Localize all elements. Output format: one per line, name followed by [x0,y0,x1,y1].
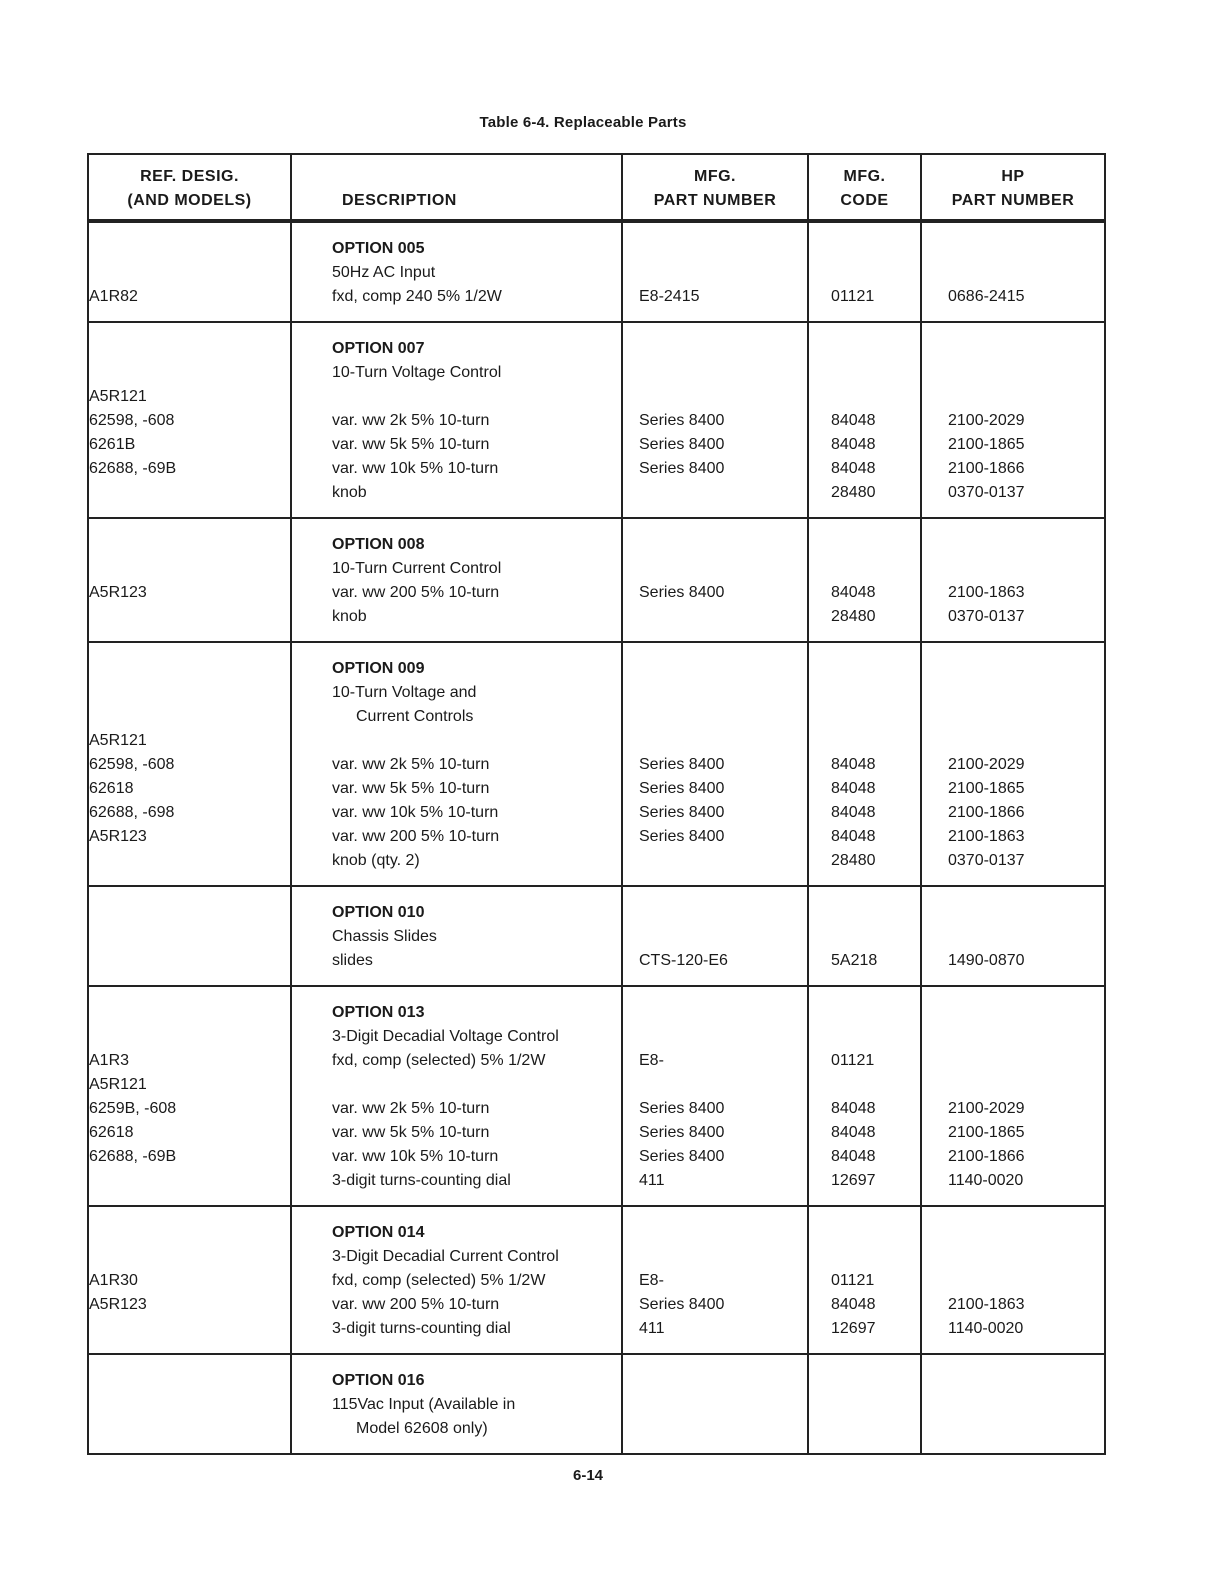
mfg-code-text [809,385,920,409]
mfg-code-text: 84048 [831,412,876,429]
mfg-code-text: 01121 [831,288,875,305]
mfg-code-text [809,729,920,753]
ref-desig-text: 6261B [89,436,136,453]
option-section-row [88,221,1105,322]
mfg-part-number-cell [622,1206,808,1354]
hp-part-number-text: 2100-1863 [948,1296,1025,1313]
ref-desig-text: A5R123 [89,828,147,845]
description-text: 50Hz AC Input [332,264,436,281]
mfg-part-number-text: 411 [639,1172,665,1189]
header-hp-part-line-2: PART NUMBER [951,192,1075,209]
hp-part-number-text: 2100-1863 [948,828,1025,845]
description-cell [291,1354,622,1454]
description-text: slides [332,952,373,969]
mfg-code-text [809,261,920,285]
mfg-part-number-cell [622,886,808,986]
description-text: 115Vac Input (Available in [332,1396,516,1413]
mfg-code-text: 84048 [831,804,876,821]
mfg-part-number-text: CTS-120-E6 [639,952,728,969]
mfg-code-text: 84048 [831,436,876,453]
hp-part-number-text [922,1073,1104,1097]
ref-desig-text: 62618 [89,1124,134,1141]
mfg-code-text [809,1245,920,1269]
hp-part-number-cell [921,221,1105,322]
header-mfg-part-line-2: PART NUMBER [653,192,777,209]
hp-part-number-text: 2100-2029 [948,1100,1025,1117]
mfg-part-number-text [623,605,807,629]
mfg-code-cell [808,322,921,518]
ref-desig-text: A5R123 [89,1296,147,1313]
page-number: 6-14 [572,1467,604,1484]
mfg-code-text: 84048 [831,1124,876,1141]
mfg-part-number-text [623,261,807,285]
description-text: var. ww 5k 5% 10-turn [332,780,490,797]
mfg-code-text: 5A218 [831,952,878,969]
ref-desig-text [89,1221,290,1245]
mfg-part-number-text: Series 8400 [639,780,725,797]
ref-desig-text: A1R30 [89,1272,138,1289]
hp-part-number-text [922,1393,1104,1417]
hp-part-number-text: 2100-1863 [948,584,1025,601]
hp-part-number-text: 2100-2029 [948,756,1025,773]
mfg-part-number-text [623,557,807,581]
ref-desig-text: A1R3 [89,1052,130,1069]
description-cell [291,221,622,322]
hp-part-number-text: 2100-1866 [948,460,1025,477]
ref-desig-cell [88,221,291,322]
ref-desig-text [89,237,290,261]
hp-part-number-text [922,925,1104,949]
hp-part-number-text [922,533,1104,557]
mfg-part-number-text: Series 8400 [639,436,725,453]
mfg-code-text [809,681,920,705]
hp-part-number-cell [921,642,1105,886]
option-title: OPTION 010 [332,904,425,921]
option-section-row [88,322,1105,518]
description-cell [291,322,622,518]
description-text: fxd, comp (selected) 5% 1/2W [332,1052,546,1069]
mfg-part-number-text [623,901,807,925]
option-section-row [88,518,1105,642]
ref-desig-text [89,337,290,361]
mfg-part-number-text: Series 8400 [639,1100,725,1117]
mfg-code-text [809,361,920,385]
ref-desig-text: 62598, -608 [89,756,175,773]
ref-desig-text: A1R82 [89,288,138,305]
mfg-code-text [809,557,920,581]
description-text: var. ww 200 5% 10-turn [332,828,500,845]
ref-desig-text: 62688, -69B [89,460,177,477]
description-text: knob (qty. 2) [332,852,420,869]
mfg-code-cell [808,986,921,1206]
hp-part-number-cell [921,886,1105,986]
description-text: 3-Digit Decadial Voltage Control [332,1028,559,1045]
hp-part-number-text [922,1269,1104,1293]
mfg-code-cell [808,1206,921,1354]
option-title: OPTION 014 [332,1224,425,1241]
description-text: 10-Turn Voltage Control [332,364,502,381]
mfg-part-number-text: E8- [639,1052,664,1069]
ref-desig-text: 62688, -698 [89,804,175,821]
mfg-part-number-text [623,533,807,557]
description-cell [291,642,622,886]
description-text: 3-digit turns-counting dial [332,1172,511,1189]
ref-desig-text: A5R121 [89,388,147,405]
ref-desig-text [89,1393,290,1417]
mfg-part-number-text: Series 8400 [639,1296,725,1313]
hp-part-number-text: 2100-1865 [948,1124,1025,1141]
hp-part-number-cell [921,986,1105,1206]
hp-part-number-text: 1140-0020 [948,1172,1024,1189]
ref-desig-text [89,1025,290,1049]
hp-part-number-text [922,1245,1104,1269]
header-mfg-part-number [622,154,808,221]
description-cell [291,518,622,642]
option-section-row [88,1206,1105,1354]
description-text: Current Controls [356,708,474,725]
mfg-part-number-cell [622,642,808,886]
option-section-row [88,642,1105,886]
ref-desig-cell [88,642,291,886]
option-title: OPTION 005 [332,240,425,257]
ref-desig-cell [88,518,291,642]
mfg-part-number-text [623,237,807,261]
ref-desig-text [89,925,290,949]
mfg-code-text [809,657,920,681]
ref-desig-text [89,533,290,557]
hp-part-number-text [922,1369,1104,1393]
mfg-code-text: 01121 [831,1052,875,1069]
ref-desig-cell [88,1206,291,1354]
description-text: knob [332,484,367,501]
description-text: fxd, comp (selected) 5% 1/2W [332,1272,546,1289]
mfg-code-cell [808,642,921,886]
mfg-part-number-text: Series 8400 [639,584,725,601]
description-text: var. ww 200 5% 10-turn [332,1296,500,1313]
mfg-code-text: 84048 [831,584,876,601]
mfg-part-number-text [623,1245,807,1269]
ref-desig-cell [88,322,291,518]
mfg-code-text: 28480 [831,852,876,869]
description-text: Chassis Slides [332,928,437,945]
mfg-part-number-text [623,849,807,873]
ref-desig-text: 62598, -608 [89,412,175,429]
mfg-code-text: 84048 [831,780,876,797]
header-mfg-code-line-2: CODE [840,192,889,209]
mfg-part-number-text: Series 8400 [639,828,725,845]
hp-part-number-text [922,1001,1104,1025]
ref-desig-text: 62618 [89,780,134,797]
mfg-part-number-cell [622,322,808,518]
ref-desig-text [89,361,290,385]
mfg-part-number-text [623,361,807,385]
hp-part-number-text [922,1049,1104,1073]
hp-part-number-text [922,261,1104,285]
description-text: var. ww 10k 5% 10-turn [332,1148,499,1165]
description-text: Model 62608 only) [356,1420,488,1437]
mfg-code-text [809,1025,920,1049]
description-text: var. ww 2k 5% 10-turn [332,1100,490,1117]
ref-desig-text [89,657,290,681]
mfg-code-text [809,337,920,361]
header-ref-line-1: REF. DESIG. [140,168,239,185]
hp-part-number-text: 2100-1866 [948,804,1025,821]
hp-part-number-text [922,337,1104,361]
description-text: var. ww 5k 5% 10-turn [332,1124,490,1141]
mfg-part-number-text [623,729,807,753]
hp-part-number-text [922,901,1104,925]
ref-desig-text [89,949,290,973]
description-text: var. ww 200 5% 10-turn [332,584,500,601]
hp-part-number-text [922,237,1104,261]
mfg-code-text: 12697 [831,1320,876,1337]
mfg-code-text: 12697 [831,1172,876,1189]
header-description-label: DESCRIPTION [342,192,457,209]
mfg-part-number-text [623,385,807,409]
hp-part-number-cell [921,1206,1105,1354]
mfg-code-cell [808,221,921,322]
hp-part-number-text [922,385,1104,409]
mfg-part-number-text: E8-2415 [639,288,700,305]
ref-desig-text [89,1417,290,1441]
table-header [88,154,1105,221]
hp-part-number-text [922,705,1104,729]
mfg-part-number-text [623,481,807,505]
ref-desig-cell [88,886,291,986]
ref-desig-text: A5R121 [89,732,147,749]
mfg-code-text: 84048 [831,828,876,845]
mfg-part-number-text: 411 [639,1320,665,1337]
mfg-code-text [809,1369,920,1393]
header-mfg-part-line-1: MFG. [694,168,736,185]
ref-desig-text: 6259B, -608 [89,1100,177,1117]
hp-part-number-text [922,729,1104,753]
hp-part-number-text [922,657,1104,681]
mfg-code-text [809,901,920,925]
mfg-part-number-cell [622,221,808,322]
mfg-part-number-text [623,657,807,681]
mfg-code-text: 01121 [831,1272,875,1289]
mfg-code-cell [808,886,921,986]
mfg-part-number-text [623,1001,807,1025]
option-title: OPTION 016 [332,1372,425,1389]
ref-desig-text [89,605,290,629]
header-hp-part-number [921,154,1105,221]
mfg-code-text: 28480 [831,608,876,625]
mfg-code-text [809,1417,920,1441]
description-text: var. ww 10k 5% 10-turn [332,460,499,477]
ref-desig-text [89,261,290,285]
ref-desig-text [89,481,290,505]
mfg-code-text: 84048 [831,1148,876,1165]
header-mfg-code-line-1: MFG. [843,168,886,185]
mfg-part-number-cell [622,518,808,642]
option-title: OPTION 009 [332,660,425,677]
mfg-part-number-text: Series 8400 [639,460,725,477]
mfg-part-number-text [623,1073,807,1097]
ref-desig-text [89,1317,290,1341]
description-cell [291,1206,622,1354]
ref-desig-text [89,705,290,729]
header-ref-line-2: (AND MODELS) [127,192,252,209]
ref-desig-text: A5R123 [89,584,147,601]
ref-desig-text: 62688, -69B [89,1148,177,1165]
ref-desig-cell [88,1354,291,1454]
mfg-part-number-cell [622,1354,808,1454]
mfg-part-number-text: Series 8400 [639,756,725,773]
description-text: 3-digit turns-counting dial [332,1320,511,1337]
mfg-code-text [809,237,920,261]
ref-desig-text [89,1369,290,1393]
table-body [88,221,1105,1454]
mfg-part-number-text: Series 8400 [639,412,725,429]
description-text: var. ww 5k 5% 10-turn [332,436,490,453]
hp-part-number-text: 2100-1865 [948,780,1025,797]
mfg-code-text: 28480 [831,484,876,501]
mfg-code-text [809,1001,920,1025]
hp-part-number-text: 0686-2415 [948,288,1025,305]
mfg-part-number-text [623,1369,807,1393]
description-text [292,385,621,409]
mfg-part-number-text [623,681,807,705]
mfg-code-cell [808,518,921,642]
hp-part-number-text: 1140-0020 [948,1320,1024,1337]
hp-part-number-text [922,361,1104,385]
header-row [88,154,1105,221]
header-hp-part-line-1: HP [1001,168,1025,185]
ref-desig-text [89,681,290,705]
mfg-part-number-text [623,1025,807,1049]
option-section-row [88,986,1105,1206]
description-text [292,729,621,753]
description-text: 3-Digit Decadial Current Control [332,1248,559,1265]
description-text: knob [332,608,367,625]
option-section-row [88,886,1105,986]
mfg-code-text: 84048 [831,460,876,477]
hp-part-number-text [922,1221,1104,1245]
mfg-part-number-text: Series 8400 [639,1148,725,1165]
header-ref-desig [88,154,291,221]
mfg-code-text: 84048 [831,756,876,773]
option-title: OPTION 008 [332,536,425,553]
mfg-code-text [809,533,920,557]
table-title: Table 6-4. Replaceable Parts [479,114,687,131]
description-cell [291,986,622,1206]
mfg-part-number-cell [622,986,808,1206]
option-title: OPTION 013 [332,1004,425,1021]
mfg-code-text [809,1221,920,1245]
hp-part-number-cell [921,518,1105,642]
mfg-code-text: 84048 [831,1100,876,1117]
hp-part-number-text: 0370-0137 [948,852,1025,869]
mfg-code-text [809,1393,920,1417]
ref-desig-text [89,901,290,925]
mfg-part-number-text [623,337,807,361]
mfg-code-text: 84048 [831,1296,876,1313]
mfg-part-number-text [623,1393,807,1417]
hp-part-number-text [922,1417,1104,1441]
description-text: 10-Turn Current Control [332,560,502,577]
description-cell [291,886,622,986]
ref-desig-text [89,557,290,581]
description-text: 10-Turn Voltage and [332,684,477,701]
mfg-part-number-text [623,1417,807,1441]
hp-part-number-cell [921,1354,1105,1454]
mfg-code-text [809,1073,920,1097]
ref-desig-text [89,1169,290,1193]
mfg-part-number-text: E8- [639,1272,664,1289]
hp-part-number-cell [921,322,1105,518]
description-text [292,1073,621,1097]
ref-desig-cell [88,986,291,1206]
header-mfg-code [808,154,921,221]
mfg-part-number-text [623,1221,807,1245]
mfg-code-text [809,925,920,949]
ref-desig-text [89,1001,290,1025]
description-text: fxd, comp 240 5% 1/2W [332,288,502,305]
mfg-part-number-text: Series 8400 [639,804,725,821]
replaceable-parts-table [87,153,1106,1455]
mfg-code-cell [808,1354,921,1454]
description-text: var. ww 2k 5% 10-turn [332,412,490,429]
option-section-row [88,1354,1105,1454]
ref-desig-text [89,1245,290,1269]
hp-part-number-text: 2100-1865 [948,436,1025,453]
hp-part-number-text: 0370-0137 [948,484,1025,501]
mfg-part-number-text [623,925,807,949]
hp-part-number-text: 2100-2029 [948,412,1025,429]
mfg-code-text [809,705,920,729]
description-text: var. ww 2k 5% 10-turn [332,756,490,773]
header-description [291,154,622,221]
option-title: OPTION 007 [332,340,425,357]
mfg-part-number-text: Series 8400 [639,1124,725,1141]
hp-part-number-text: 1490-0870 [948,952,1025,969]
ref-desig-text [89,849,290,873]
hp-part-number-text [922,1025,1104,1049]
hp-part-number-text: 0370-0137 [948,608,1025,625]
ref-desig-text: A5R121 [89,1076,147,1093]
hp-part-number-text [922,681,1104,705]
hp-part-number-text: 2100-1866 [948,1148,1025,1165]
mfg-part-number-text [623,705,807,729]
hp-part-number-text [922,557,1104,581]
description-text: var. ww 10k 5% 10-turn [332,804,499,821]
